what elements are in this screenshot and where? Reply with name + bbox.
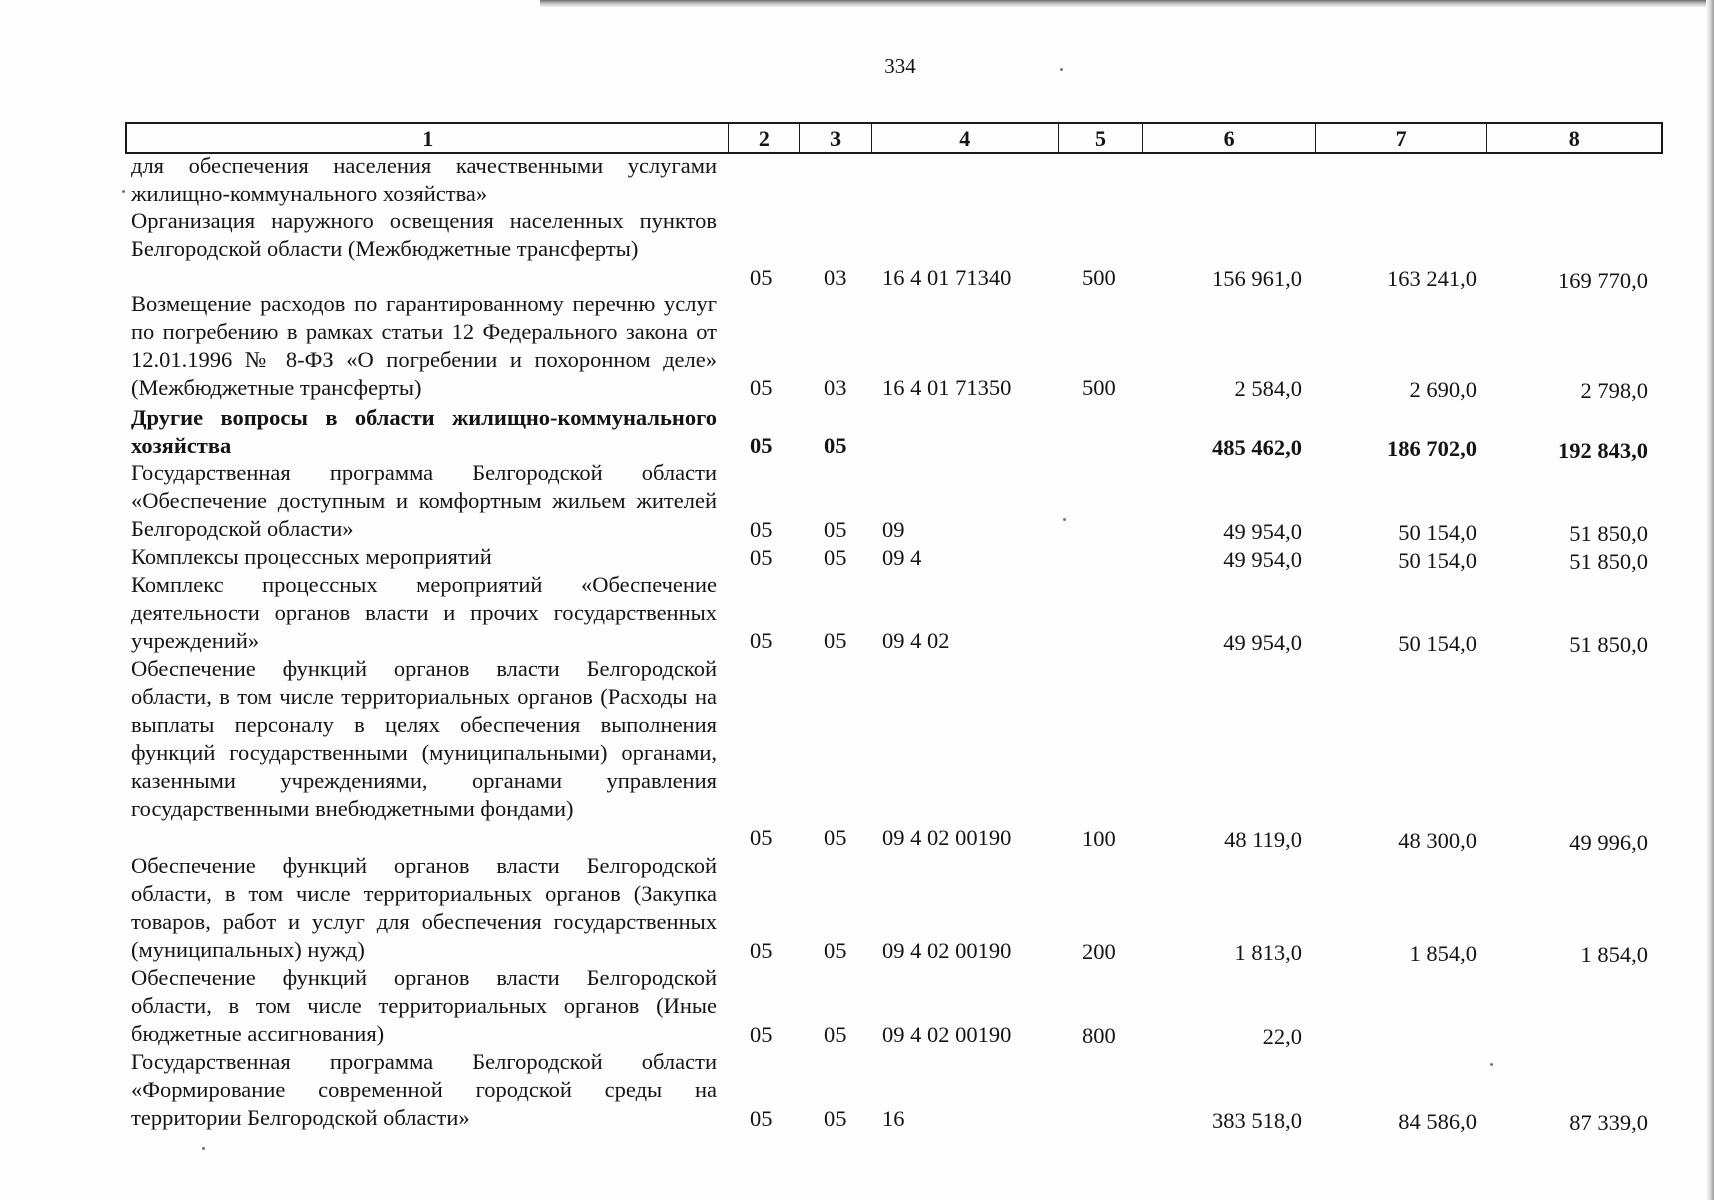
row-target-article: 09 4 [882, 545, 922, 570]
row-description: Возмещение расходов по гарантированному перечню услуг по погребению в рамках статьи 12 Федерального закона от 12.01.1996 № 8-ФЗ «О погребении и похоронном деле» (Межбюджетные трансферты) [131, 291, 717, 400]
row-description: для обеспечения населения качественными услугами жилищно-коммунального хозяйства» [131, 153, 717, 206]
row-amount-col7: 186 702,0 [1387, 436, 1477, 461]
column-header-6: 6 [1143, 124, 1316, 152]
row-amount-col8: 51 850,0 [1569, 521, 1648, 546]
row-description: Обеспечение функций органов власти Белгородской области, в том числе территориальных органов (Расходы на выплаты персоналу в целях обеспечения выполнения функций государственными (муниципальными) органами, казенными учреждениями, органами управления государственными внебюджетными фондами) [131, 656, 717, 821]
row-amount-col6: 49 954,0 [1223, 519, 1302, 544]
row-amount-col7: 2 690,0 [1409, 377, 1477, 402]
scan-speck [1063, 518, 1066, 521]
column-header-5: 5 [1059, 124, 1144, 152]
row-amount-col8: 169 770,0 [1558, 268, 1648, 293]
row-amount-col7: 50 154,0 [1398, 520, 1477, 545]
row-section-code: 05 [750, 375, 773, 400]
row-section-code: 05 [750, 1106, 773, 1131]
row-section-code: 05 [750, 545, 773, 570]
row-amount-col6: 156 961,0 [1212, 266, 1302, 291]
row-subsection-code: 05 [824, 545, 847, 570]
row-section-code: 05 [750, 938, 773, 963]
column-header-4: 4 [872, 124, 1059, 152]
row-subsection-code: 05 [824, 628, 847, 653]
scan-speck [1490, 1063, 1493, 1066]
scan-speck [1060, 68, 1063, 71]
row-target-article: 09 4 02 [882, 628, 950, 653]
row-section-code: 05 [750, 825, 773, 850]
row-description: Государственная программа Белгородской области «Формирование современной городской среды на территории Белгородской области» [131, 1049, 717, 1130]
row-amount-col6: 48 119,0 [1224, 827, 1302, 852]
row-amount-col8: 49 996,0 [1569, 830, 1648, 855]
scan-speck [122, 190, 125, 193]
row-amount-col8: 1 854,0 [1580, 942, 1648, 967]
row-subsection-code: 05 [824, 825, 847, 850]
column-header-7: 7 [1316, 124, 1488, 152]
row-target-article: 16 4 01 71340 [882, 265, 1012, 290]
row-description: Комплекс процессных мероприятий «Обеспечение деятельности органов власти и прочих государственных учреждений» [131, 572, 717, 653]
scan-edge-right [1706, 0, 1714, 1200]
row-description: Другие вопросы в области жилищно-коммунального хозяйства [131, 405, 717, 458]
row-amount-col8: 51 850,0 [1569, 632, 1648, 657]
row-amount-col6: 49 954,0 [1223, 630, 1302, 655]
row-subsection-code: 05 [824, 1022, 847, 1047]
column-header-1: 1 [127, 124, 729, 152]
row-amount-col6: 1 813,0 [1234, 940, 1302, 965]
row-amount-col8: 2 798,0 [1580, 378, 1648, 403]
table-header-row [125, 122, 1663, 154]
row-amount-col6: 383 518,0 [1212, 1108, 1302, 1133]
row-amount-col8: 192 843,0 [1558, 438, 1648, 463]
row-target-article: 09 4 02 00190 [882, 1022, 1012, 1047]
scan-speck [202, 1147, 205, 1150]
row-description: Государственная программа Белгородской области «Обеспечение доступным и комфортным жильем жителей Белгородской области» [131, 460, 717, 541]
row-amount-col7: 84 586,0 [1398, 1109, 1477, 1134]
row-expense-type: 200 [1082, 939, 1116, 964]
row-target-article: 09 4 02 00190 [882, 938, 1012, 963]
row-section-code: 05 [750, 517, 773, 542]
row-amount-col6: 22,0 [1262, 1024, 1302, 1049]
row-expense-type: 800 [1082, 1023, 1116, 1048]
row-description: Обеспечение функций органов власти Белгородской области, в том числе территориальных органов (Иные бюджетные ассигнования) [131, 965, 717, 1046]
column-header-3: 3 [800, 124, 872, 152]
row-amount-col8: 87 339,0 [1569, 1110, 1648, 1135]
row-description: Обеспечение функций органов власти Белгородской области, в том числе территориальных органов (Закупка товаров, работ и услуг для обеспечения государственных (муниципальных) нужд) [131, 853, 717, 962]
row-amount-col8: 51 850,0 [1569, 549, 1648, 574]
row-subsection-code: 03 [824, 375, 847, 400]
row-section-code: 05 [750, 1022, 773, 1047]
row-section-code: 05 [750, 628, 773, 653]
column-header-2: 2 [729, 124, 800, 152]
row-section-code: 05 [750, 265, 773, 290]
row-target-article: 16 4 01 71350 [882, 375, 1012, 400]
row-target-article: 16 [882, 1106, 905, 1131]
row-description: Комплексы процессных мероприятий [131, 544, 492, 569]
row-subsection-code: 05 [824, 433, 847, 458]
scan-edge-mask [0, 0, 540, 7]
row-amount-col7: 163 241,0 [1387, 266, 1477, 291]
row-expense-type: 500 [1082, 375, 1116, 400]
row-subsection-code: 03 [824, 265, 847, 290]
column-header-8: 8 [1568, 126, 1580, 151]
row-target-article: 09 4 02 00190 [882, 825, 1012, 850]
row-amount-col7: 1 854,0 [1409, 941, 1477, 966]
row-amount-col6: 49 954,0 [1223, 547, 1302, 572]
row-subsection-code: 05 [824, 1106, 847, 1131]
row-expense-type: 500 [1082, 265, 1116, 290]
row-amount-col6: 2 584,0 [1234, 376, 1302, 401]
row-amount-col7: 48 300,0 [1398, 828, 1477, 853]
row-target-article: 09 [882, 517, 905, 542]
row-amount-col6: 485 462,0 [1212, 435, 1302, 460]
row-amount-col7: 50 154,0 [1398, 548, 1477, 573]
row-section-code: 05 [750, 433, 773, 458]
row-description: Организация наружного освещения населенных пунктов Белгородской области (Межбюджетные трансферты) [131, 208, 717, 261]
page-number: 334 [884, 54, 916, 78]
row-expense-type: 100 [1082, 826, 1116, 851]
row-subsection-code: 05 [824, 517, 847, 542]
row-amount-col7: 50 154,0 [1398, 631, 1477, 656]
row-subsection-code: 05 [824, 938, 847, 963]
